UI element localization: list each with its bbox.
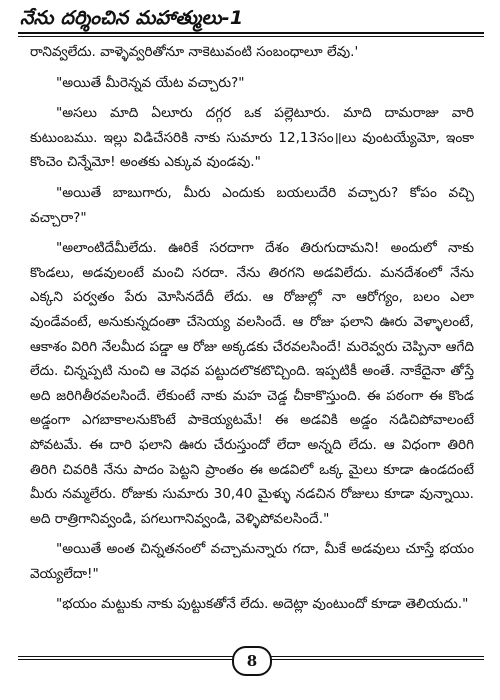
header-rule-thin <box>18 36 484 37</box>
paragraph-3: "అసలు మాది ఏలూరు దగ్గర ఒక పల్లెటూరు. మాది దామరాజు వారి కుటుంబము. ఇల్లు విడిచేసరికి నాకు సుమారు 12,13సం॥లు వుంటయ్యేమో, ఇంకా కొంచెం చిన్నేమో! అంతకు ఎక్కువ వుండవు." <box>30 105 474 171</box>
paragraph-2: "అయితే మీరెన్నవ యేట వచ్చారు?" <box>56 74 245 91</box>
page-body <box>30 40 474 636</box>
paragraph-4: "అయితే బాబుగారు, మీరు ఎందుకు బయలుదేరి వచ్చారు? కోపం వచ్చి వచ్చారా?" <box>30 184 474 226</box>
paragraph-5: "అలాంటిదేమీలేదు. ఊరికే సరదాగా దేశం తిరుగుదామని! అందులో నాకు కొండలు, అడవులంటే మంచి సరదా. నేను తిరగని అడవిలేదు. మనదేశంలో నేను ఎక్కని పర్వతం పేరు మోసినదేదీ లేదు. ఆ రోజుల్లో నా ఆరోగ్యం, బలం ఎలా వుండేవంటే, అనుకున్నదంతా చేసెయ్య వలసిందే. ఆ రోజు ఫలాని ఊరు వెళ్ళాలంటే, ఆకాశం విరిగి నేలమీద పడ్డా ఆ రోజు అక్కడకు చేరవలసిందే! మరెవ్వరు చెప్పినా ఆగేది లేదు. చిన్నప్పటి నుంచి ఆ వెధవ పట్టుదలొకటొచ్చింది. ఇప్పటికీ అంతే. నాకేదైనా తోస్తే అది జరిగితీరవలసిందే. లేకుంటే నాకు మహ చెడ్డ చీకాకొస్తుంది. ఈ పఠంగా ఈ కొండ అడ్డంగా ఎగబాకాలనుకొంటే పాకెయ్యటమే! ఈ అడవికి అడ్డం నడిచిపోవాలంటే పోవటమే. ఈ దారి ఫలాని ఊరు చేరుస్తుందో లేదా అన్నది లేదు. ఆ విధంగా తిరిగి తిరిగి చివరికి నేను పాదం పెట్టని ప్రాంతం ఈ అడవిలో ఒక్క మైలు కూడా ఉండదంటే మీరు నమ్మలేరు. రోజుకు సుమారు 30,40 మైళ్ళు నడచిన రోజులు కూడా వున్నాయి. అది రాత్రిగానివ్వండి, పగలుగానివ్వండి, వెళ్ళిపోవలసిందే." <box>30 240 474 527</box>
paragraph-7: "భయం మట్టుకు నాకు పుట్టుకతోనే లేదు. అదెట్లా వుంటుందో కూడా తెలియదు." <box>56 596 469 613</box>
paragraph-1: రానివ్వలేదు. వాళ్ళెవ్వరితోనూ నాకెటువంటి సంబంధాలూ లేవు.' <box>30 44 359 60</box>
paragraph-6: "అయితే అంత చిన్నతనంలో వచ్చామన్నారు గదా, మీకే అడవులు చూస్తే భయం వెయ్యలేదా!" <box>30 541 474 582</box>
header-rule-thick <box>18 32 484 34</box>
page-number: 8 <box>232 646 272 676</box>
running-header <box>18 4 484 34</box>
header-title: నేను దర్శించిన మహాత్ములు-1 <box>20 7 244 29</box>
